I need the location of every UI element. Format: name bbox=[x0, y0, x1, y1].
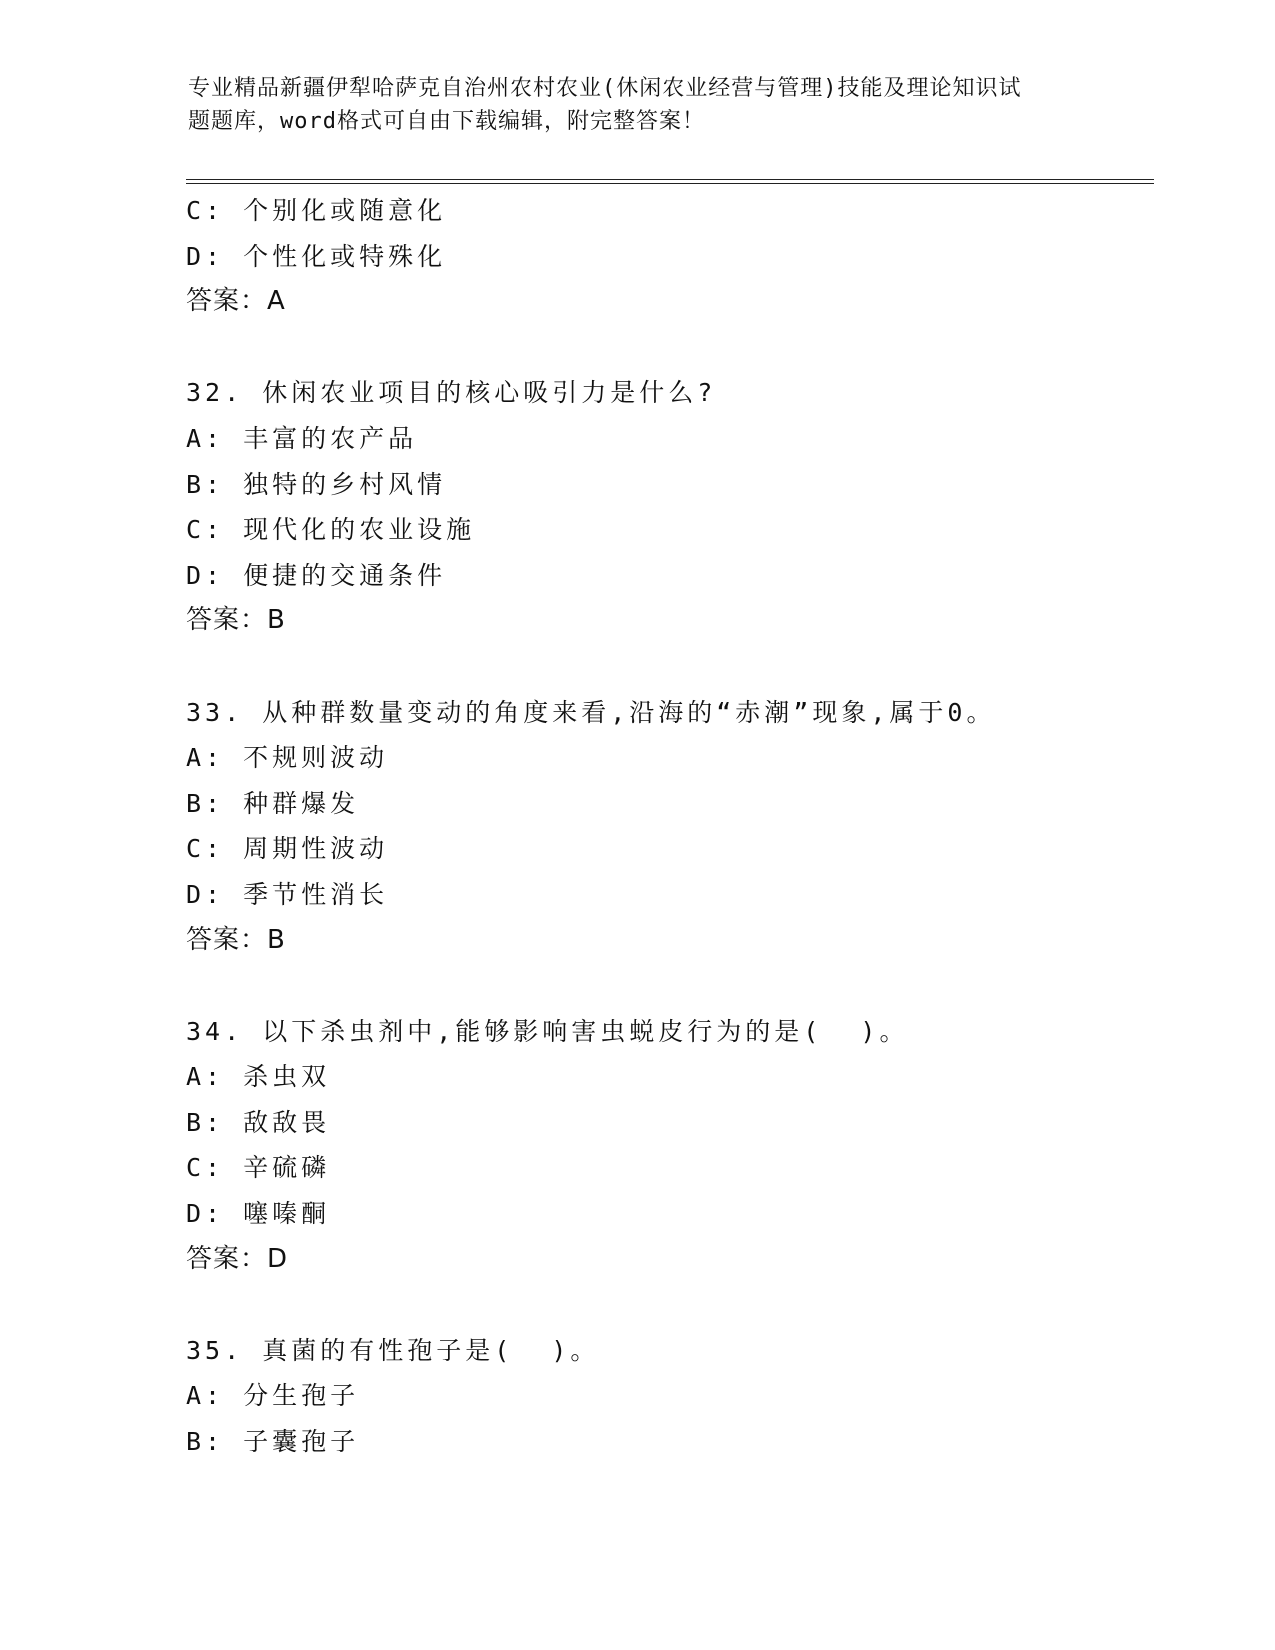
question-35 bbox=[186, 1328, 1154, 1465]
option-a: A: 分生孢子 bbox=[186, 1381, 360, 1411]
option-a: A: 丰富的农产品 bbox=[186, 423, 418, 453]
answer-line: 答案：B bbox=[186, 605, 286, 636]
document-header bbox=[188, 72, 1088, 138]
question-33 bbox=[186, 690, 1154, 964]
option-d: D: 个性化或特殊化 bbox=[186, 241, 447, 271]
spacer bbox=[186, 1282, 1154, 1328]
option-c: C: 辛硫磷 bbox=[186, 1153, 331, 1183]
header-double-rule bbox=[186, 179, 1154, 184]
question-stem: 32. 休闲农业项目的核心吸引力是什么? bbox=[186, 378, 717, 408]
option-c: C: 个别化或随意化 bbox=[186, 196, 447, 225]
question-stem: 34. 以下杀虫剂中,能够影响害虫蜕皮行为的是( )。 bbox=[186, 1016, 909, 1046]
question-list bbox=[186, 188, 1154, 1465]
option-b: B: 敌敌畏 bbox=[186, 1107, 331, 1137]
option-b: B: 子囊孢子 bbox=[186, 1427, 360, 1457]
spacer bbox=[186, 325, 1154, 371]
answer-line: 答案：A bbox=[186, 286, 286, 317]
option-d: D: 噻嗪酮 bbox=[186, 1199, 331, 1229]
option-c: C: 现代化的农业设施 bbox=[186, 515, 476, 545]
question-stem: 35. 真菌的有性孢子是( )。 bbox=[186, 1335, 600, 1365]
option-b: B: 种群爆发 bbox=[186, 788, 360, 818]
option-b: B: 独特的乡村风情 bbox=[186, 469, 447, 499]
option-a: A: 不规则波动 bbox=[186, 743, 389, 773]
option-c: C: 周期性波动 bbox=[186, 834, 389, 864]
answer-line: 答案：D bbox=[186, 1243, 289, 1274]
question-32 bbox=[186, 370, 1154, 644]
option-d: D: 季节性消长 bbox=[186, 879, 389, 909]
header-line-2: 题题库，word格式可自由下载编辑，附完整答案！ bbox=[188, 109, 705, 134]
question-stem: 33. 从种群数量变动的角度来看,沿海的“赤潮”现象,属于0。 bbox=[186, 697, 996, 727]
option-d: D: 便捷的交通条件 bbox=[186, 560, 447, 590]
header-line-1: 专业精品新疆伊犁哈萨克自治州农村农业(休闲农业经营与管理)技能及理论知识试 bbox=[188, 76, 1022, 101]
question-34 bbox=[186, 1009, 1154, 1283]
question-fragment bbox=[186, 188, 1154, 325]
spacer bbox=[186, 963, 1154, 1009]
spacer bbox=[186, 644, 1154, 690]
option-a: A: 杀虫双 bbox=[186, 1062, 331, 1092]
answer-line: 答案：B bbox=[186, 924, 286, 955]
